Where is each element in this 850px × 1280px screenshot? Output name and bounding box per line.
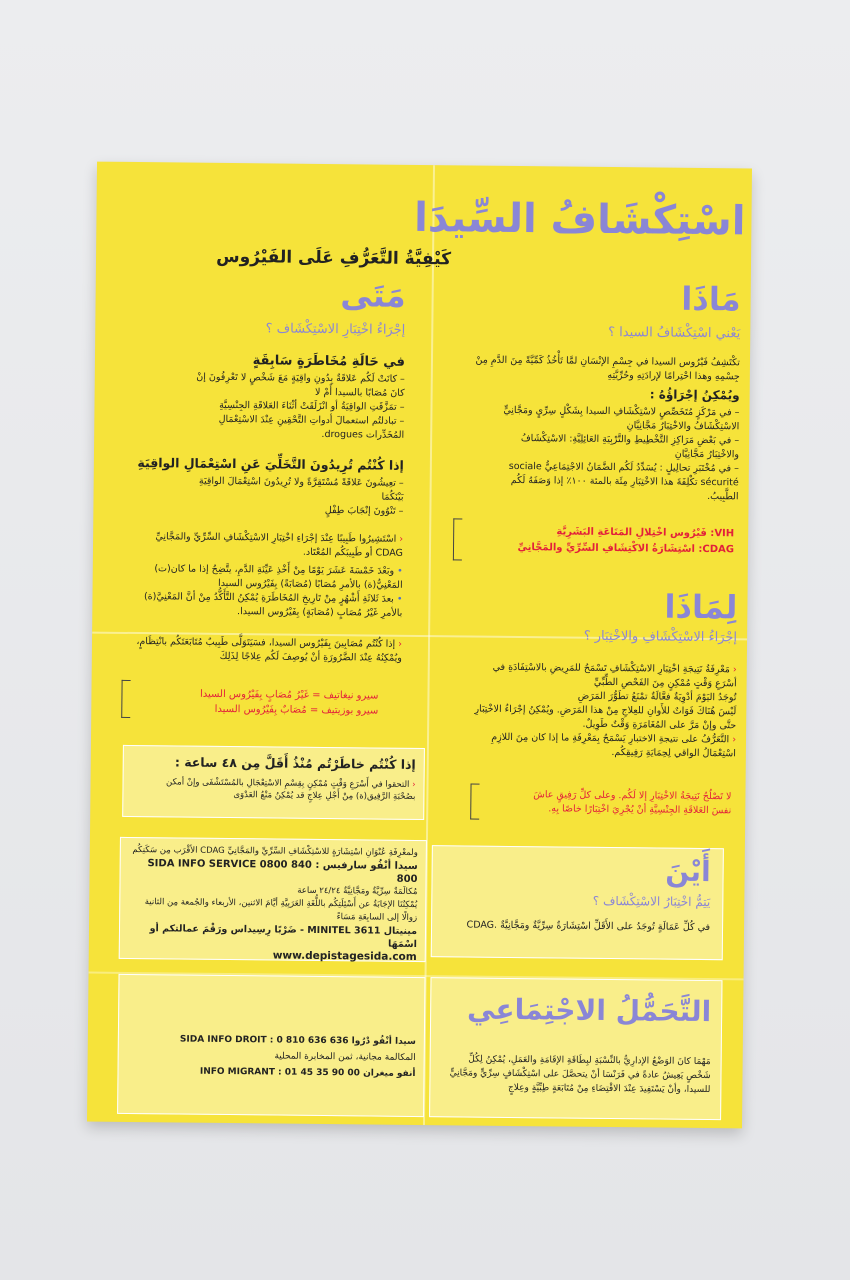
info-content — [127, 844, 418, 964]
droit-line: سيدا أنْفُو دْرُوا SIDA INFO DROIT : 0 810 636 636 — [179, 1034, 416, 1047]
what-how-list — [434, 403, 740, 504]
risk-item: – تبادلتُم استعمالَ أدواتِ التَّحْقِينِ عِنْدَ الاسْتِعْمَالِ — [218, 413, 405, 427]
dot-item: • بعدَ ثَلاثَةِ أَشْهُرٍ مِنْ تَارِيخِ المُخَاطَرَةِ يُمْكِنُ التَّأَكُّدُ مِنْ أنَّ المَعْنِيَّ(ة) — [97, 590, 402, 607]
urgent-title: إذا كُنْتُم خاطَرْتُم مُنْذُ أَقَلَّ مِن ٤٨ ساعة : — [174, 754, 416, 772]
what-how-item: – في بَعْضِ مَرَاكِزِ التَّخْطِيطِ والتَّرْبِيَةِ العَائِلِيَّةِ: الاسْتِكْشَافُ — [520, 433, 740, 447]
contact-content — [125, 1031, 415, 1082]
condom-item: بَيْنَكُمَا — [381, 491, 404, 503]
risk-item: – كانَتْ لَكُم عَلاقَةٌ بِدُونِ واقِيَةٍ مَعَ شَخْصٍ لا تَعْرِفُونَ إنْ — [196, 371, 405, 385]
risk-item: – تمَزَّقَتِ الواقِيَةُ أو انْزَلَقَتْ أثْنَاءَ العَلاقَةِ الجِنْسِيَّةِ — [219, 399, 405, 413]
where-text: في كُلِّ عَمَالَةٍ تُوجَدُ على الأَقَلِّ اسْتِشَارَةٌ سِرِّيَّةٌ ومَجَّانِيَّةٌ .CDAG — [466, 919, 711, 934]
when-risk-title: في حَالَةِ مُخَاطَرَةٍ سَابِقَةٍ — [252, 353, 406, 370]
main-title: اسْتِكْشَافُ السِّيدَا — [413, 194, 746, 245]
poster-sheet — [87, 162, 752, 1129]
dot-item: • وبَعْدَ خَمْسَةَ عَشَرَ يَوْمًا مِنْ أَخْذِ عَيِّنَةِ الدَّمِ، يتَّضِحُ إذا ما كان(ت) — [98, 562, 403, 579]
migrant-line: أنفو ميغران INFO MIGRANT : 01 45 35 90 00 — [199, 1066, 416, 1079]
risk-item: كانَ مُصَابًا بالسيدا أَمْ لا — [315, 386, 405, 399]
contact-box — [117, 974, 425, 1117]
infected-line: ‹ إذا كُنْتُم مُصَابِينَ بِفَيْرُوس السيدا، فسَيَتَوَلَّى طَبِيبٌ مُتَابَعَتَكُم بانْتِظَامٍ، — [97, 635, 402, 652]
risk-item: المُخَدِّرات drogues. — [321, 428, 405, 441]
urgent-box — [122, 745, 425, 820]
info-service-line: سيدا أنْفُو سارفيس : SIDA INFO SERVICE 0800 840 800 — [147, 858, 418, 885]
social-line: للسيدا، وأنْ يَسْتَفِيدَ عِنْدَ الاقْتِضَاءِ مِنْ مُتَابَعَةٍ طِبِّيَّةٍ وعِلاجٍ — [507, 1082, 711, 1096]
urgent-text — [130, 776, 415, 803]
info-intro: ولمعْرِفَةِ عُنْوَانِ اسْتِشَارَةٍ للاسْتِكْشَافِ السِّرِّيِّ والمَجَّانِيِّ CDAG الأقْرَب مِن سَكَنِكُم — [132, 845, 418, 858]
info-box — [119, 837, 427, 962]
vih-definition: VIH: فَيْرُوس اخْتِلالِ المَنَاعَةِ البَشَرِيَّةِ — [556, 526, 735, 540]
when-advice — [98, 530, 403, 561]
when-heading: مَتَى — [340, 276, 406, 315]
why-question: إجْرَاءُ الاسْتِكْشَافِ والاخْتِبَار ؟ — [583, 628, 738, 646]
why-list — [431, 660, 737, 761]
what-question: يَعْني اسْتِكْشَافُ السيدا ؟ — [608, 324, 741, 342]
what-intro-line: جِسْمِهِ وهذا احْتِرامًا لإرادَتِهِ وحُرِّيَّتِهِ — [607, 369, 740, 383]
social-heading: التَّحَمُّلُ الاجْتِمَاعِي — [466, 992, 712, 1029]
what-intro — [435, 353, 740, 384]
condom-item: – تَنْوُونَ إنْجَابَ طِفْلٍ — [324, 505, 404, 517]
info-arabic-line: يُمْكِنُنَا الإجَابَةُ عن أَسْئِلَتِكُم باللُّغَةِ العَرَبِيَّةِ أيَّامَ الاثنين، الأربعاء والجُمعة مِن الثانية — [144, 897, 418, 910]
why-item: ‹ التَّعَرُّفُ على نتيجةِ الاختبارِ يَسْمَحُ بِمَعْرِفَةِ ما إذا كان مِنَ اللازِمِ — [431, 730, 736, 747]
sero-negative: سيرو نيغاتيف = غَيْرُ مُصَابٍ بِفَيْرُوس السيدا — [199, 688, 379, 702]
where-box — [431, 845, 724, 960]
what-how-item: – في مَرْكَزٍ مُتَخَصِّصٍ لاسْتِكْشَافِ السيدا بِشَكْلٍ سِرِّيٍ ومَجَّانِيٍّ — [503, 404, 740, 419]
why-item: لَيْسَ هُنَاكَ فَوَاتٌ للأَوانِ للعِلاجِ مِنْ هذا المَرَضِ. ويُمْكِنُ إجْرَاءُ الاخْتِبَارِ — [474, 703, 737, 718]
what-heading: مَاذَا — [681, 279, 741, 319]
warning-line: لا تَصْلُحُ نَتِيجَةُ الاخْتِبَارِ إلا لَكُم. وعلى كلِّ رَفِيقٍ عاشَ — [533, 789, 732, 803]
where-heading: أَيْنَ — [665, 854, 711, 889]
when-risk-list — [104, 370, 405, 443]
poster-subtitle: كَيْفِيَّةُ التَّعَرُّفِ عَلَى الفَيْرُوس — [216, 246, 452, 270]
when-question: إجْرَاءُ اخْتِبَارِ الاسْتِكْشَاف ؟ — [265, 321, 406, 338]
infected-line: ويُمْكِنُهُ عِنْدَ الضَّرُورَةِ أنْ يُوصِفَ لَكُم عِلاجًا لِذَلِكَ — [219, 650, 402, 664]
social-box — [429, 977, 722, 1120]
warning-line: نفسَ العَلاقَةِ الجِنْسِيَّةِ أنْ يُجْرِيَ اخْتِبَارًا خاصًا بِهِ. — [548, 803, 732, 817]
what-how-label: ويُمْكِنُ إجْرَاؤُهُ : — [649, 387, 740, 403]
dot-item: المَعْنِيُّ(ة) بالأمرِ مُصَابًا (مُصَابَةً) بِفَيْرُوس السيدا — [218, 577, 403, 591]
why-item: اسْتِعْمَالُ الواقي لِحِمَايَةِ رَفِيقِكُم. — [611, 747, 736, 760]
what-how-item: الطَّبِيبُ. — [707, 491, 739, 503]
info-minitel: مينيتال MINITEL 3611 - ضَرْبًا رِسِيداس ورَقْمَ عمالتكم أو اسْمَهَا — [149, 923, 418, 950]
what-how-item: الاسْتِكْشَافُ والاخْتِبَارُ مَجَّانِيَّانِ — [626, 420, 740, 433]
why-warning — [476, 788, 731, 819]
why-item: أسْرَعِ وَقْتٍ مُمْكِنٍ مِنَ الفَحْصِ الطِّبِّيِّ — [593, 676, 737, 690]
dot-item: بالأمرِ غَيْرُ مُصَابٍ (مُصَابَةٍ) بِفَيْرُوس السيدا. — [237, 606, 403, 619]
urgent-line: بصُحْبَةِ الرَّفِيق(ة) مِنْ أَجْلِ عِلاجٍ قد يُمْكِنُ مَنْعُ العَدْوَى — [233, 790, 416, 802]
cdag-definition: CDAG: اسْتِشَارَةُ الاكْتِشَافِ السِّرِّيِّ والمَجَّانِيِّ — [517, 542, 735, 556]
what-how-item: – في مُخْتَبَرِ تحالِيلٍ : يُسَدِّدُ لَكُم الضَّمَانُ الاجْتِمَاعِيُّ sociale — [508, 460, 739, 475]
when-if-infected — [97, 635, 402, 666]
info-arabic-line: زوالًا إلى السابِعَةِ مَسَاءً — [336, 912, 418, 923]
sero-positive: سيرو بوزيتيف = مُصَابٌ بِفَيْرُوس السيدا — [214, 703, 379, 717]
what-how-item: sécurité تكْلِفَةَ هذا الاخْتِبَارِ مِئَة بالمئة ١٠٠٪ إذا وَصَفَهُ لَكُم — [510, 474, 739, 489]
when-condom-title: إذا كُنْتُم تُرِيدُونَ التَّخَلِّيَ عَنِ اسْتِعْمَالِ الواقِيَةِ — [137, 455, 404, 473]
social-line: شَخْصٍ يَعِيشُ عادةً في فَرَنْسَا أنْ يتحصَّلَ على اسْتِكْشَافٍ سِرِّيٍّ ومَجَّانِيٍّ — [449, 1068, 711, 1082]
info-service-detail: مُكالَمَةٌ سِرِّيَّةٌ ومَجَّانِيَّةٌ ٢٤/٢٤ ساعة — [297, 885, 418, 897]
when-condom-list — [103, 474, 403, 519]
social-text — [435, 1052, 710, 1097]
abbreviations — [464, 523, 734, 558]
why-heading: لِمَاذَا — [664, 587, 738, 627]
why-item: تُوجَدُ اليَوْمَ أدْوِيَةٌ فعَّالَةٌ تمْنَعُ تطَوُّرَ المَرَضِ — [577, 690, 737, 704]
social-line: مَهْمَا كانَ الوَضْعُ الإدارِيُّ بالنِّسْبَةِ لبِطَاقَةِ الإقَامَةِ والعَمَلِ، يُمْكِنُ لِكُلِّ — [468, 1054, 711, 1068]
abbrev-bracket — [453, 518, 462, 560]
what-intro-line: تكْتَشِفُ فَيْرُوس السيدا في جِسْمِ الإنْسَانِ لمَّا تَأْخُذُ كَمِّيَّةً مِنَ الدَّمِ مِنْ — [475, 354, 741, 369]
when-dot-list — [97, 562, 403, 621]
where-question: يَتِمُّ اخْتِبَارُ الاسْتِكْشَاف ؟ — [592, 893, 711, 910]
why-item: ‹ مَعْرِفَةُ نَتِيجَةِ اخْتِبَارِ الاسْتِكْشَافِ تَسْمَحُ للمَرِيضِ بالاسْتِفَادَةِ في — [432, 660, 737, 677]
what-how-item: والاخْتِبَارُ مَجَّانِيَّانِ — [674, 448, 740, 461]
urgent-line: ‹ التحقوا في أَسْرَعِ وَقْتٍ مُمْكِنٍ بِقِسْمِ الاسْتِعْجَالِ بالمُسْتَشْفَى وإنْ أمكن — [130, 776, 415, 791]
advice-line: CDAG أو طَبِيبَكُم المُعْتَاد. — [302, 546, 404, 559]
droit-detail: المكالمة مجانية، ثمن المخابرة المحلية — [274, 1051, 416, 1063]
info-website[interactable]: www.depistagesida.com — [272, 949, 417, 963]
why-item: حتَّى وإنْ مَرَّ على المُغَامَرَةِ وَقْتٌ طَوِيلٌ. — [582, 718, 737, 732]
sero-definitions — [128, 686, 378, 719]
condom-item: – تعِيشُونَ عَلاقَةً مُسْتَقِرَّةً ولا تُرِيدُونَ اسْتِعْمَالَ الواقِيَةِ — [198, 475, 404, 489]
advice-line: ‹ اسْتَشِيرُوا طَبِيبًا عِنْدَ إجْرَاءِ اخْتِبَارِ الاسْتِكْشَافِ السِّرِّيِّ والمَجَّانِيِّ — [98, 530, 403, 547]
